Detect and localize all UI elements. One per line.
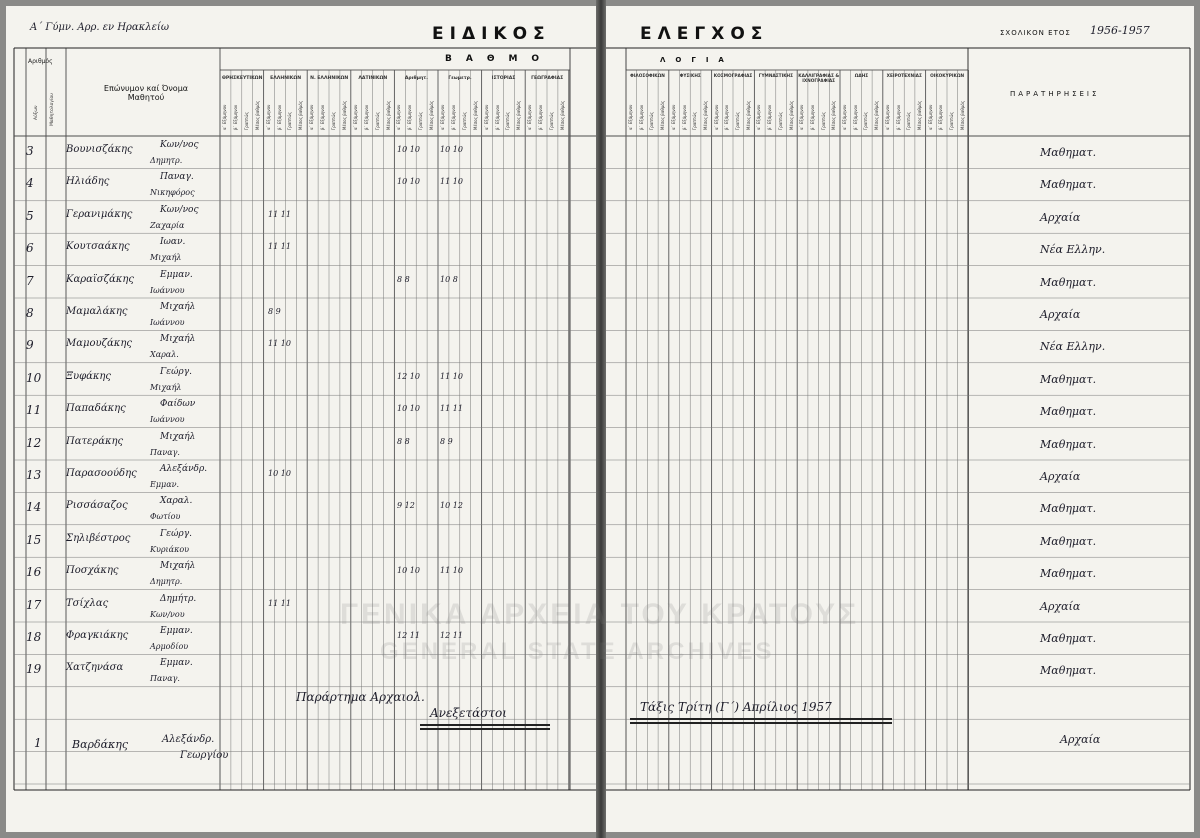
sub-column-label: Μέσος βαθμός xyxy=(788,100,794,130)
remarks-header: ΠΑΡΑΤΗΡΗΣΕΙΣ xyxy=(1010,90,1100,98)
grade-geometry: 12 11 xyxy=(440,631,463,640)
grade-greek: 8 9 xyxy=(268,307,281,316)
student-remark: Μαθηματ. xyxy=(1040,567,1097,581)
extra-student-name: Αλεξάνδρ. xyxy=(162,734,215,745)
student-name-header: Επώνυμον καί Όνομα Μαθητού xyxy=(103,84,189,102)
student-father-name: Νικηφόρος xyxy=(150,188,195,198)
student-name: Φαίδων xyxy=(160,399,196,410)
sub-column-label: Μέσος βαθμός xyxy=(254,100,260,130)
grade-greek: 11 11 xyxy=(268,598,291,608)
sub-column-label: Μέσος βαθμός xyxy=(559,100,565,130)
sub-column-label: β΄ Εξάμηνον xyxy=(767,104,773,130)
footer-left-note-2: Ανεξετάστοι xyxy=(430,706,507,720)
student-name: Εμμαν. xyxy=(160,269,193,280)
left-subject-header: Αριθμητ. xyxy=(404,76,428,81)
student-number: 19 xyxy=(26,662,42,677)
handwritten-school-note: Α΄ Γύμν. Αρρ. εν Ηρακλείω xyxy=(30,22,170,33)
archive-watermark-greek: ΓΕΝΙΚΑ ΑΡΧΕΙΑ ΤΟΥ ΚΡΑΤΟΥΣ xyxy=(340,598,860,631)
student-remark: Αρχαία xyxy=(1040,210,1081,224)
footer-left-underline-2 xyxy=(420,728,550,730)
student-name: Εμμαν. xyxy=(160,658,193,669)
sub-column-label: Γραπτώς xyxy=(418,112,424,130)
sub-column-label: β΄ Εξάμηνον xyxy=(494,104,500,130)
extra-student-father: Γεωργίου xyxy=(180,750,229,761)
student-name: Κων/νος xyxy=(160,140,199,150)
student-father-name: Παναγ. xyxy=(150,674,180,684)
sub-column-label: β΄ Εξάμηνον xyxy=(938,104,944,130)
footer-right-underline-2 xyxy=(630,722,892,724)
student-name: Γεώργ. xyxy=(160,528,192,539)
sub-column-label: α΄ Εξάμηνον xyxy=(527,104,533,130)
student-father-name: Δημητρ. xyxy=(150,156,183,165)
student-father-name: Κυριάκου xyxy=(150,544,190,554)
sub-column-label: α΄ Εξάμηνον xyxy=(309,104,315,130)
student-number: 11 xyxy=(26,403,42,418)
sub-column-label: Γραπτώς xyxy=(649,112,655,130)
student-remark: Νέα Ελλην. xyxy=(1040,340,1106,354)
sub-column-label: β΄ Εξάμηνον xyxy=(232,104,238,130)
sub-column-label: Μέσος βαθμός xyxy=(745,100,751,130)
footer-right-underline xyxy=(630,718,892,720)
grade-arithmetic: 9 12 xyxy=(397,501,415,511)
footer-left-note-1: Παράρτημα Αρχαιολ. xyxy=(296,690,425,704)
sub-column-label: β΄ Εξάμηνον xyxy=(450,104,456,130)
sub-column-label: Μέσος βαθμός xyxy=(385,100,391,130)
student-surname: Μαμαλάκης xyxy=(66,306,128,317)
student-surname: Παρασοούδης xyxy=(66,468,137,479)
student-number: 3 xyxy=(26,144,34,158)
student-number: 13 xyxy=(26,468,42,482)
right-subject-header: ΦΥΣΙΚΗΣ xyxy=(679,74,701,79)
sub-column-label: α΄ Εξάμηνον xyxy=(842,104,847,130)
student-remark: Μαθηματ. xyxy=(1040,437,1097,451)
left-subject-header: Γεωμετρ. xyxy=(448,76,472,81)
sub-column-label: β΄ Εξάμηνον xyxy=(407,104,413,130)
footer-right-note: Τάξις Τρίτη (Γ΄) Απρίλιος 1957 xyxy=(640,700,832,714)
student-surname: Ποσχάκης xyxy=(66,565,119,577)
student-father-name: Αρμοδίου xyxy=(150,642,189,651)
sub-column-label: Μέσος βαθμός xyxy=(660,100,666,130)
student-remark: Μαθηματ. xyxy=(1040,502,1097,516)
student-remark: Μαθηματ. xyxy=(1040,275,1097,289)
student-name: Χαραλ. xyxy=(160,496,193,507)
student-name: Γεώργ. xyxy=(160,366,192,377)
school-year-label: ΣΧΟΛΙΚΟΝ ΕΤΟΣ xyxy=(1000,29,1071,37)
sub-column-label: Γραπτώς xyxy=(287,112,293,130)
sub-column-label: α΄ Εξάμηνον xyxy=(628,104,633,130)
sub-column-label: Γραπτώς xyxy=(949,112,954,130)
student-name: Δημήτρ. xyxy=(160,593,197,604)
sub-column-label: Γραπτώς xyxy=(777,112,783,130)
grade-greek: 11 10 xyxy=(268,339,291,349)
student-surname: Γερανιμάκης xyxy=(66,208,133,220)
sub-column-label: Μέσος βαθμός xyxy=(516,100,522,130)
grade-geometry: 11 10 xyxy=(440,566,463,576)
student-remark: Μαθηματ. xyxy=(1040,664,1097,678)
sub-column-label: α΄ Εξάμηνον xyxy=(396,104,402,130)
left-subject-header: ΙΣΤΟΡΙΑΣ xyxy=(491,76,516,81)
sub-column-label: Γραπτώς xyxy=(735,112,740,130)
school-year-value: 1956-1957 xyxy=(1090,24,1150,37)
sub-column-label: β΄ Εξάμηνον xyxy=(638,104,644,130)
arithmos-header: Αριθμός xyxy=(28,58,53,65)
student-father-name: Παναγ. xyxy=(150,447,180,457)
student-remark: Μαθηματ. xyxy=(1040,372,1097,386)
sub-column-label: Γραπτώς xyxy=(863,112,869,130)
student-father-name: Φωτίου xyxy=(150,512,181,522)
title-left: ΕΙΔΙΚΟΣ xyxy=(432,24,551,44)
sub-column-label: α΄ Εξάμηνον xyxy=(884,104,890,130)
grade-geometry: 10 8 xyxy=(440,274,458,284)
student-name: Παναγ. xyxy=(160,172,194,183)
title-right: ΕΛΕΓΧΟΣ xyxy=(640,24,769,44)
student-remark: Νέα Ελλην. xyxy=(1040,243,1106,257)
student-remark: Μαθηματ. xyxy=(1040,534,1097,548)
sub-column-label: β΄ Εξάμηνον xyxy=(363,104,369,130)
student-name: Κων/νος xyxy=(160,204,199,215)
sub-column-label: α΄ Εξάμηνον xyxy=(927,104,933,130)
sub-column-label: α΄ Εξάμηνον xyxy=(265,104,271,130)
student-father-name: Μιχαήλ xyxy=(150,253,182,263)
student-surname: Παπαδάκης xyxy=(66,403,126,415)
sub-column-label: Μέσος βαθμός xyxy=(341,100,347,130)
student-number: 15 xyxy=(26,532,42,547)
student-surname: Μαμουζάκης xyxy=(66,338,132,350)
vathmologia-left-label: ΒΑΘΜΟ xyxy=(445,54,554,64)
sub-column-label: Γραπτώς xyxy=(549,112,554,130)
student-number: 18 xyxy=(26,630,42,644)
student-father-name: Χαραλ. xyxy=(150,350,179,360)
student-surname: Σηλιβέστρος xyxy=(66,532,131,544)
sub-column-label: Γραπτώς xyxy=(243,112,249,130)
mitroou-header: Μαθητολογίου xyxy=(50,93,55,126)
footer-left-underline xyxy=(420,724,550,726)
student-number: 14 xyxy=(26,500,42,515)
left-subject-header: ΘΡΗΣΚΕΥΤΙΚΩΝ xyxy=(222,76,263,81)
student-father-name: Ιωάννου xyxy=(150,318,185,327)
sub-column-label: Γραπτώς xyxy=(906,112,912,130)
student-father-name: Μιχαήλ xyxy=(150,382,182,392)
student-remark: Αρχαία xyxy=(1040,308,1081,321)
grade-geometry: 10 10 xyxy=(440,145,463,154)
sub-column-label: α΄ Εξάμηνον xyxy=(352,104,358,130)
student-surname: Τσίχλας xyxy=(66,597,109,609)
student-number: 9 xyxy=(26,338,34,353)
right-subject-header: ΟΙΚΟΚΥΡΙΚΩΝ xyxy=(930,74,965,79)
grade-greek: 11 11 xyxy=(268,242,291,252)
right-subject-header: ΓΥΜΝΑΣΤΙΚΗΣ xyxy=(758,74,794,79)
student-number: 5 xyxy=(26,208,34,223)
student-name: Ιωαν. xyxy=(160,237,186,248)
sub-column-label: Μέσος βαθμός xyxy=(831,100,837,130)
grade-arithmetic: 12 11 xyxy=(397,631,420,640)
sub-column-label: Γραπτώς xyxy=(505,112,511,130)
sub-column-label: α΄ Εξάμηνον xyxy=(483,104,489,130)
right-subject-header: ΩΔΗΣ xyxy=(854,74,869,79)
extra-student-num: 1 xyxy=(34,736,42,750)
grade-arithmetic: 8 8 xyxy=(397,274,410,284)
student-surname: Ρισσάσαζος xyxy=(66,500,128,512)
left-subject-header: ΕΛΛΗΝΙΚΩΝ xyxy=(270,76,302,81)
sub-column-label: β΄ Εξάμηνον xyxy=(538,104,544,130)
student-remark: Αρχαία xyxy=(1040,470,1081,483)
student-father-name: Εμμαν. xyxy=(150,480,180,489)
grade-geometry: 11 11 xyxy=(440,404,463,414)
student-father-name: Ζαχαρία xyxy=(150,220,185,230)
extra-student-remark: Αρχαία xyxy=(1060,733,1101,746)
left-subject-header: ΓΕΩΓΡΑΦΙΑΣ xyxy=(531,76,564,81)
grade-arithmetic: 8 8 xyxy=(397,436,410,446)
sub-column-label: α΄ Εξάμηνον xyxy=(222,104,227,130)
sub-column-label: β΄ Εξάμηνον xyxy=(724,104,730,130)
student-name: Μιχαήλ xyxy=(160,334,196,345)
student-surname: Ηλιάδης xyxy=(66,176,110,188)
grade-arithmetic: 10 10 xyxy=(397,145,420,154)
sub-column-label: α΄ Εξάμηνον xyxy=(756,104,762,130)
student-remark: Μαθηματ. xyxy=(1040,146,1097,159)
aukson-header: Αύξων xyxy=(34,105,39,120)
student-remark: Μαθηματ. xyxy=(1040,178,1097,192)
student-remark: Μαθηματ. xyxy=(1040,632,1097,645)
student-surname: Κουτσαάκης xyxy=(66,241,130,253)
grade-greek: 10 10 xyxy=(268,469,291,478)
right-subject-header: ΚΟΣΜΟΓΡΑΦΙΑΣ xyxy=(713,74,753,79)
student-father-name: Ιωάννου xyxy=(150,415,185,425)
sub-column-label: Γραπτώς xyxy=(820,112,826,130)
student-name: Μιχαήλ xyxy=(160,561,196,572)
student-surname: Χατζηνάσα xyxy=(66,662,124,674)
sub-column-label: α΄ Εξάμηνον xyxy=(713,104,719,130)
left-subject-header: ΛΑΤΙΝΙΚΩΝ xyxy=(358,76,388,81)
student-number: 10 xyxy=(26,370,42,385)
sub-column-label: Μέσος βαθμός xyxy=(959,100,965,130)
right-subject-header: ΚΑΛΛΙΓΡΑΦΙΑΣ & ΙΧΝΟΓΡΑΦΙΑΣ xyxy=(798,74,840,84)
student-father-name: Δημητρ. xyxy=(150,577,183,587)
student-number: 8 xyxy=(26,306,34,320)
sub-column-label: Μέσος βαθμός xyxy=(298,100,304,130)
sub-column-label: Μέσος βαθμός xyxy=(874,100,880,130)
student-name: Αλεξάνδρ. xyxy=(160,464,208,474)
student-surname: Βουνισζάκης xyxy=(66,144,133,155)
sub-column-label: β΄ Εξάμηνον xyxy=(895,104,901,130)
sub-column-label: α΄ Εξάμηνον xyxy=(799,104,805,130)
sub-column-label: Μέσος βαθμός xyxy=(429,100,435,130)
sub-column-label: Μέσος βαθμός xyxy=(916,100,922,130)
sub-column-label: β΄ Εξάμηνον xyxy=(276,104,282,130)
student-name: Μιχαήλ xyxy=(160,431,196,442)
student-remark: Αρχαία xyxy=(1040,599,1081,613)
student-remark: Μαθηματ. xyxy=(1040,405,1097,419)
student-name: Εμμαν. xyxy=(160,626,193,636)
student-number: 17 xyxy=(26,597,42,612)
right-subject-header: ΧΕΙΡΟΤΕΧΝΙΑΣ xyxy=(886,74,922,79)
grade-arithmetic: 10 10 xyxy=(397,566,420,576)
sub-column-label: β΄ Εξάμηνον xyxy=(681,104,687,130)
grade-geometry: 11 10 xyxy=(440,371,463,381)
sub-column-label: Γραπτώς xyxy=(331,112,336,130)
extra-student-surname: Βαρδάκης xyxy=(72,738,128,751)
grade-greek: 11 11 xyxy=(268,209,291,219)
right-subject-header: ΦΙΛΟΣΟΦΙΚΩΝ xyxy=(630,74,665,79)
archive-watermark-english: GENERAL STATE ARCHIVES xyxy=(380,638,775,665)
sub-column-label: Γραπτώς xyxy=(374,112,380,130)
student-number: 16 xyxy=(26,565,42,580)
grade-arithmetic: 12 10 xyxy=(397,371,420,381)
sub-column-label: α΄ Εξάμηνον xyxy=(440,104,445,130)
vathmologia-right-label: ΛΟΓΙΑ xyxy=(660,56,734,64)
sub-column-label: Γραπτώς xyxy=(461,112,467,130)
grade-geometry: 10 12 xyxy=(440,501,463,511)
student-number: 7 xyxy=(26,273,34,288)
left-subject-header: Ν. ΕΛΛΗΝΙΚΩΝ xyxy=(310,76,349,81)
sub-column-label: β΄ Εξάμηνον xyxy=(809,104,815,130)
student-father-name: Ιωάννου xyxy=(150,285,185,295)
sub-column-label: β΄ Εξάμηνον xyxy=(852,104,858,130)
sub-column-label: Μέσος βαθμός xyxy=(472,100,478,130)
student-number: 6 xyxy=(26,241,34,256)
student-number: 4 xyxy=(26,176,34,191)
student-surname: Πατεράκης xyxy=(66,435,124,447)
student-father-name: Κων/νου xyxy=(150,609,185,619)
grade-geometry: 8 9 xyxy=(440,436,453,446)
student-surname: Φραγκιάκης xyxy=(66,630,129,641)
grade-geometry: 11 10 xyxy=(440,177,463,187)
student-surname: Καραϊσζάκης xyxy=(66,273,134,285)
student-surname: Ξυφάκης xyxy=(66,370,112,382)
sub-column-label: α΄ Εξάμηνον xyxy=(670,104,676,130)
student-number: 12 xyxy=(26,435,42,450)
sub-column-label: β΄ Εξάμηνον xyxy=(320,104,326,130)
sub-column-label: Μέσος βαθμός xyxy=(702,100,708,130)
student-name: Μιχαήλ xyxy=(160,302,196,312)
grade-arithmetic: 10 10 xyxy=(397,404,420,414)
grade-arithmetic: 10 10 xyxy=(397,177,420,187)
sub-column-label: Γραπτώς xyxy=(692,112,698,130)
